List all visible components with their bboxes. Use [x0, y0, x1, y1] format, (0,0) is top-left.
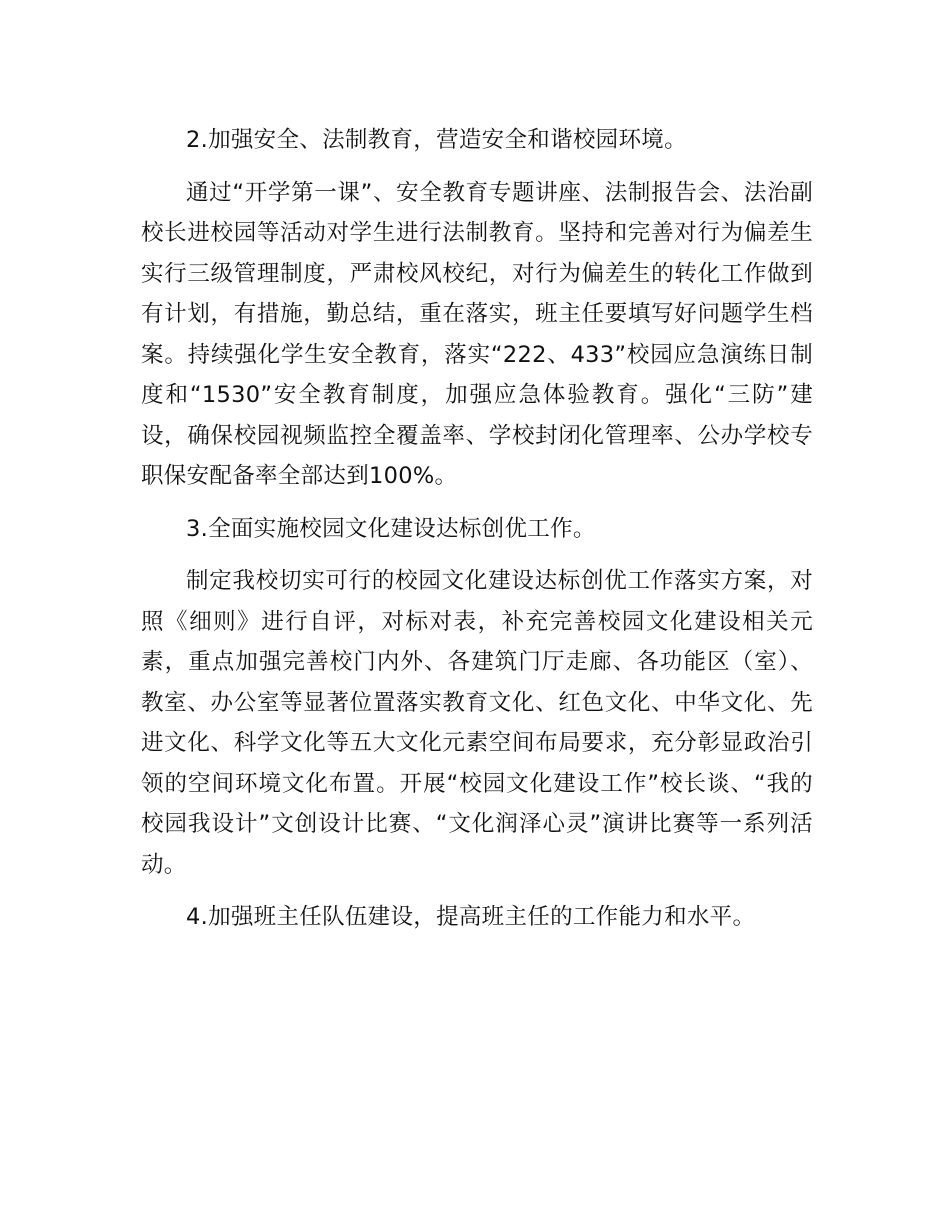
- section-heading-safety-legal-education: 2.加强安全、法制教育，营造安全和谐校园环境。: [186, 127, 687, 153]
- paragraph-safety-legal-education: 通过“开学第一课”、安全教育专题讲座、法制报告会、法治副校长进校园等活动对学生进行法制教育。坚持和完善对行为偏差生实行三级管理制度，严肃校风校纪，对行为偏差生的转化工作做到有计划，有措施，勤总结，重在落实，班主任要填写好问题学生档案。持续强化学生安全教育，落实“222、433”校园应急演练日制度和“1530”安全教育制度，加强应急体验教育。强化“三防”建设，确保校园视频监控全覆盖率、学校封闭化管理率、公办学校专职保安配备率全部达到100%。: [141, 179, 813, 489]
- document-body: [141, 120, 813, 950]
- paragraph-campus-culture: 制定我校切实可行的校园文化建设达标创优工作落实方案，对照《细则》进行自评，对标对表，补充完善校园文化建设相关元素，重点加强完善校门内外、各建筑门厅走廊、各功能区（室）、教室、办公室等显著位置落实教育文化、红色文化、中华文化、先进文化、科学文化等五大文化元素空间布局要求，充分彰显政治引领的空间环境文化布置。开展“校园文化建设工作”校长谈、“我的校园我设计”文创设计比赛、“文化润泽心灵”演讲比赛等一系列活动。: [141, 568, 813, 878]
- section-heading-campus-culture: 3.全面实施校园文化建设达标创优工作。: [186, 515, 596, 542]
- section-heading-head-teacher-team: 4.加强班主任队伍建设，提高班主任的工作能力和水平。: [186, 904, 756, 930]
